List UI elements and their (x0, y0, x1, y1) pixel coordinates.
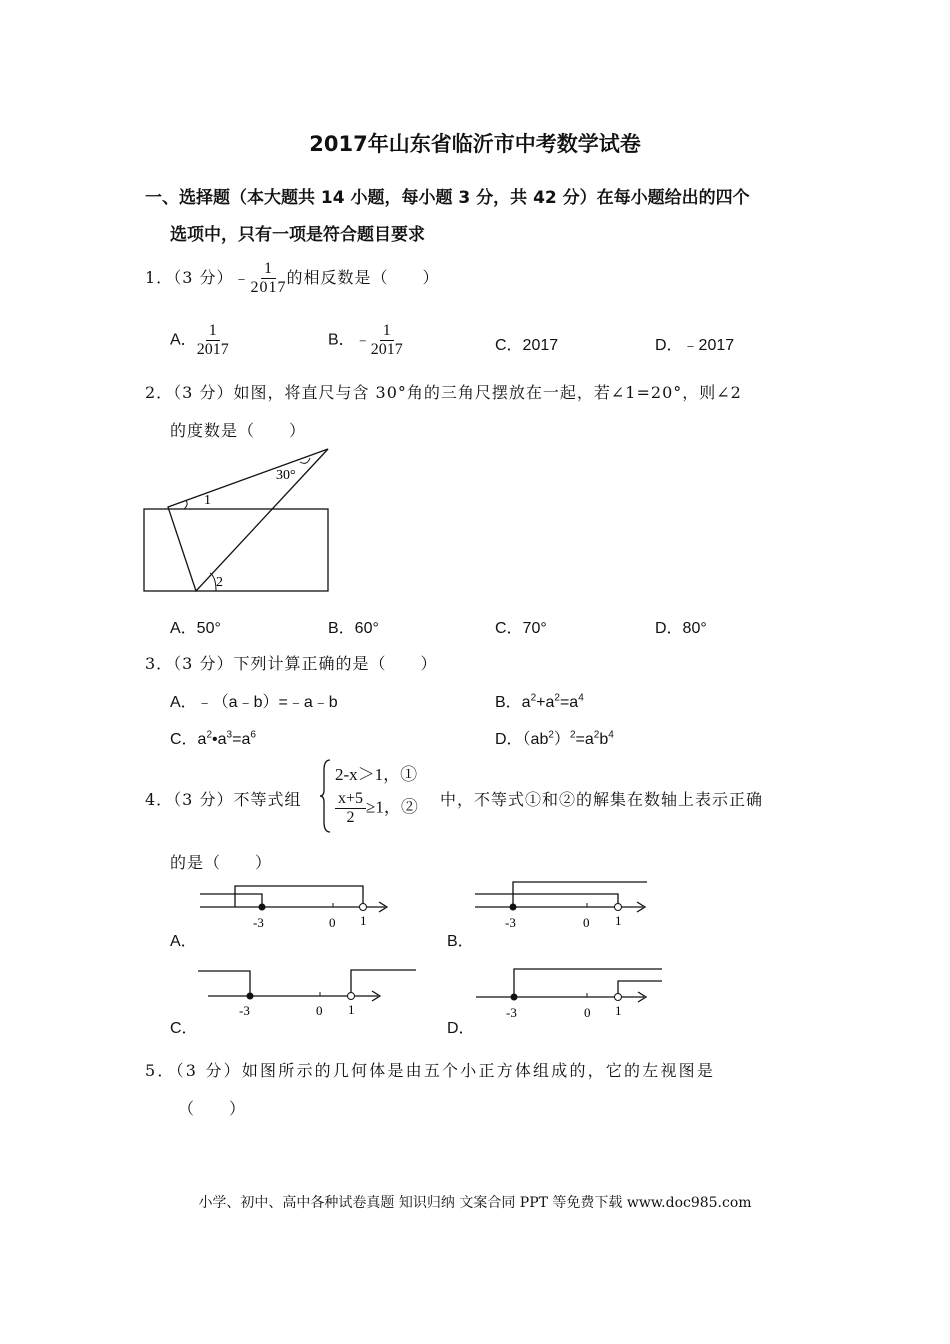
label-zero: 0 (329, 915, 336, 930)
q2-line1: 2．（3 分）如图，将直尺与含 30°角的三角尺摆放在一起，若∠1=20°，则∠2 (145, 383, 742, 402)
q3-option-a[interactable]: A．﹣（a﹣b）=﹣a﹣b (170, 694, 338, 711)
number-line-b[interactable] (475, 878, 675, 928)
q2-line2: 的度数是（ ） (170, 421, 307, 440)
exp: 6 (250, 729, 256, 741)
exp: 4 (608, 729, 614, 741)
page-title: 2017年山东省临沂市中考数学试卷 (309, 132, 641, 156)
page-footer: 小学、初中、高中各种试卷真题 知识归纳 文案合同 PPT 等免费下载 www.doc985.com (198, 1195, 752, 1211)
label-minus3: -3 (253, 915, 264, 930)
q1-option-a-frac (197, 322, 229, 359)
q1-fraction (250, 260, 286, 297)
q1-score: （3 分） (173, 268, 234, 287)
q1-frac-den: 2017 (250, 279, 287, 296)
number-line-c[interactable] (198, 965, 418, 1018)
q3-line: 3．（3 分）下列计算正确的是（ ） (145, 654, 438, 673)
frac-num: x+5 (335, 790, 366, 809)
q4-tail: 中，不等式①和②的解集在数轴上表示正确 (440, 790, 764, 809)
text: =a (575, 731, 594, 748)
q3-option-d[interactable] (495, 726, 614, 749)
q1-option-b-frac (371, 322, 403, 359)
q1-option-d[interactable]: D．﹣2017 (655, 337, 735, 354)
exp: 3 (226, 729, 233, 741)
q4-inequality-2 (335, 790, 418, 827)
text: C．a (170, 731, 207, 748)
q5-line1: 5．（3 分）如图所示的几何体是由五个小正方体组成的，它的左视图是 (145, 1061, 716, 1080)
q4-option-b[interactable]: B． (447, 933, 474, 950)
exp: 2 (554, 692, 560, 704)
label-one: 1 (615, 913, 622, 928)
section-heading-line2: 选项中，只有一项是符合题目要求 (170, 225, 425, 245)
text: D．（ab (495, 731, 549, 748)
label-one: 1 (360, 913, 367, 928)
exp: 2 (206, 729, 213, 741)
q3-option-b[interactable] (495, 689, 584, 712)
text: b (599, 731, 609, 748)
exp: 2 (548, 729, 554, 741)
text: =a (559, 694, 579, 711)
q4-option-d[interactable]: D． (447, 1020, 475, 1037)
triangle (168, 449, 328, 591)
number-line-d[interactable] (476, 965, 676, 1020)
section-heading-line1: 一、选择题（本大题共 14 小题，每小题 3 分，共 42 分）在每小题给出的四个 (145, 188, 750, 208)
text: •a (212, 731, 227, 748)
exp: 2 (593, 729, 600, 741)
angle-30-label: 30° (276, 468, 296, 483)
label-zero: 0 (584, 1005, 591, 1020)
q1-option-b-minus: ﹣ (354, 331, 371, 349)
angle-1-label: 1 (204, 493, 211, 508)
q4-ineq2-tail: ≥1，② (366, 797, 418, 817)
q4-option-a[interactable]: A． (170, 933, 197, 950)
q2-option-a[interactable]: A．50° (170, 620, 221, 637)
label-zero: 0 (316, 1003, 323, 1018)
label-zero: 0 (583, 915, 590, 930)
q2-option-b[interactable]: B．60° (328, 620, 379, 637)
label-minus3: -3 (505, 915, 516, 930)
frac-num: 1 (380, 322, 394, 341)
q5-line2: （ ） (178, 1099, 247, 1118)
q3-option-c[interactable] (170, 726, 256, 749)
question-1 (145, 260, 440, 297)
inequality-brace (320, 758, 332, 834)
text: +a (536, 694, 555, 711)
frac-den: 2017 (370, 341, 403, 358)
exp: 2 (569, 729, 576, 741)
label-one: 1 (348, 1002, 355, 1017)
q2-option-d[interactable]: D．80° (655, 620, 707, 637)
q2-option-c[interactable]: C．70° (495, 620, 547, 637)
q1-option-b-label: B． (328, 331, 355, 349)
q1-option-a[interactable] (170, 322, 229, 359)
q4-prefix: 4．（3 分）不等式组 (145, 790, 302, 809)
label-minus3: -3 (239, 1003, 250, 1018)
text: =a (232, 731, 251, 748)
frac-den: 2 (346, 809, 355, 826)
exp: 4 (578, 692, 584, 704)
number-line-a[interactable] (200, 880, 400, 930)
q1-option-a-label: A． (170, 331, 197, 349)
q4-inequality-1: 2-x＞1，① (335, 765, 418, 784)
ruler (144, 509, 328, 591)
angle-2-label: 2 (216, 575, 223, 590)
q1-number: 1． (145, 268, 174, 287)
label-minus3: -3 (506, 1005, 517, 1020)
q1-option-c[interactable]: C．2017 (495, 337, 559, 354)
q4-option-c[interactable]: C． (170, 1020, 198, 1037)
ruler-triangle-figure (140, 445, 340, 595)
exp: 2 (530, 692, 537, 704)
q4-frac (335, 790, 366, 827)
frac-den: 2017 (196, 341, 229, 358)
q1-option-b[interactable] (328, 322, 403, 359)
frac-num: 1 (206, 322, 220, 341)
text: B．a (495, 694, 531, 711)
q1-minus: ﹣ (233, 268, 251, 287)
text: ） (553, 731, 570, 748)
q1-tail: 的相反数是（ ） (286, 268, 440, 287)
q1-frac-num: 1 (261, 260, 276, 279)
label-one: 1 (615, 1003, 622, 1018)
q4-line2: 的是（ ） (170, 853, 273, 872)
